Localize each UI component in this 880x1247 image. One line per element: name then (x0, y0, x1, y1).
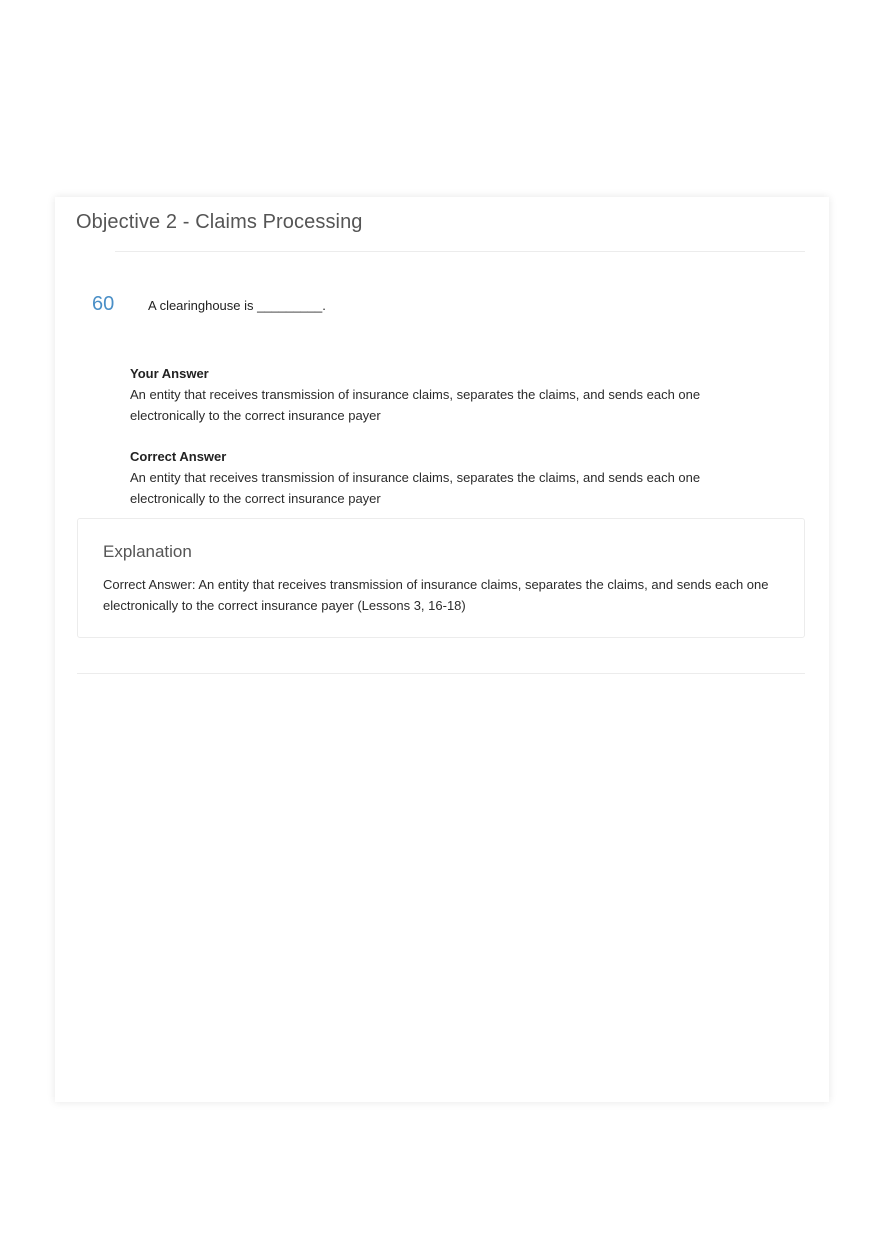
your-answer-block (130, 363, 750, 426)
explanation-box (77, 518, 805, 638)
your-answer-text: An entity that receives transmission of insurance claims, separates the claims, and sends each one electronically to the correct insurance payer (130, 387, 701, 423)
explanation-text: Correct Answer: An entity that receives transmission of insurance claims, separates the claims, and sends each one electronically to the correct insurance payer (Lessons 3, 16-18) (103, 577, 769, 613)
correct-answer-block (130, 446, 750, 509)
question-number: 60 (92, 293, 115, 315)
title-divider (115, 251, 805, 252)
bottom-divider (77, 673, 805, 674)
your-answer-label: Your Answer (130, 366, 209, 381)
explanation-title: Explanation (103, 542, 192, 561)
correct-answer-label: Correct Answer (130, 449, 227, 464)
quiz-review-card (55, 197, 829, 1102)
section-title: Objective 2 - Claims Processing (76, 211, 363, 233)
question-text: A clearinghouse is _________. (148, 298, 326, 313)
correct-answer-text: An entity that receives transmission of insurance claims, separates the claims, and sends each one electronically to the correct insurance payer (130, 470, 701, 506)
